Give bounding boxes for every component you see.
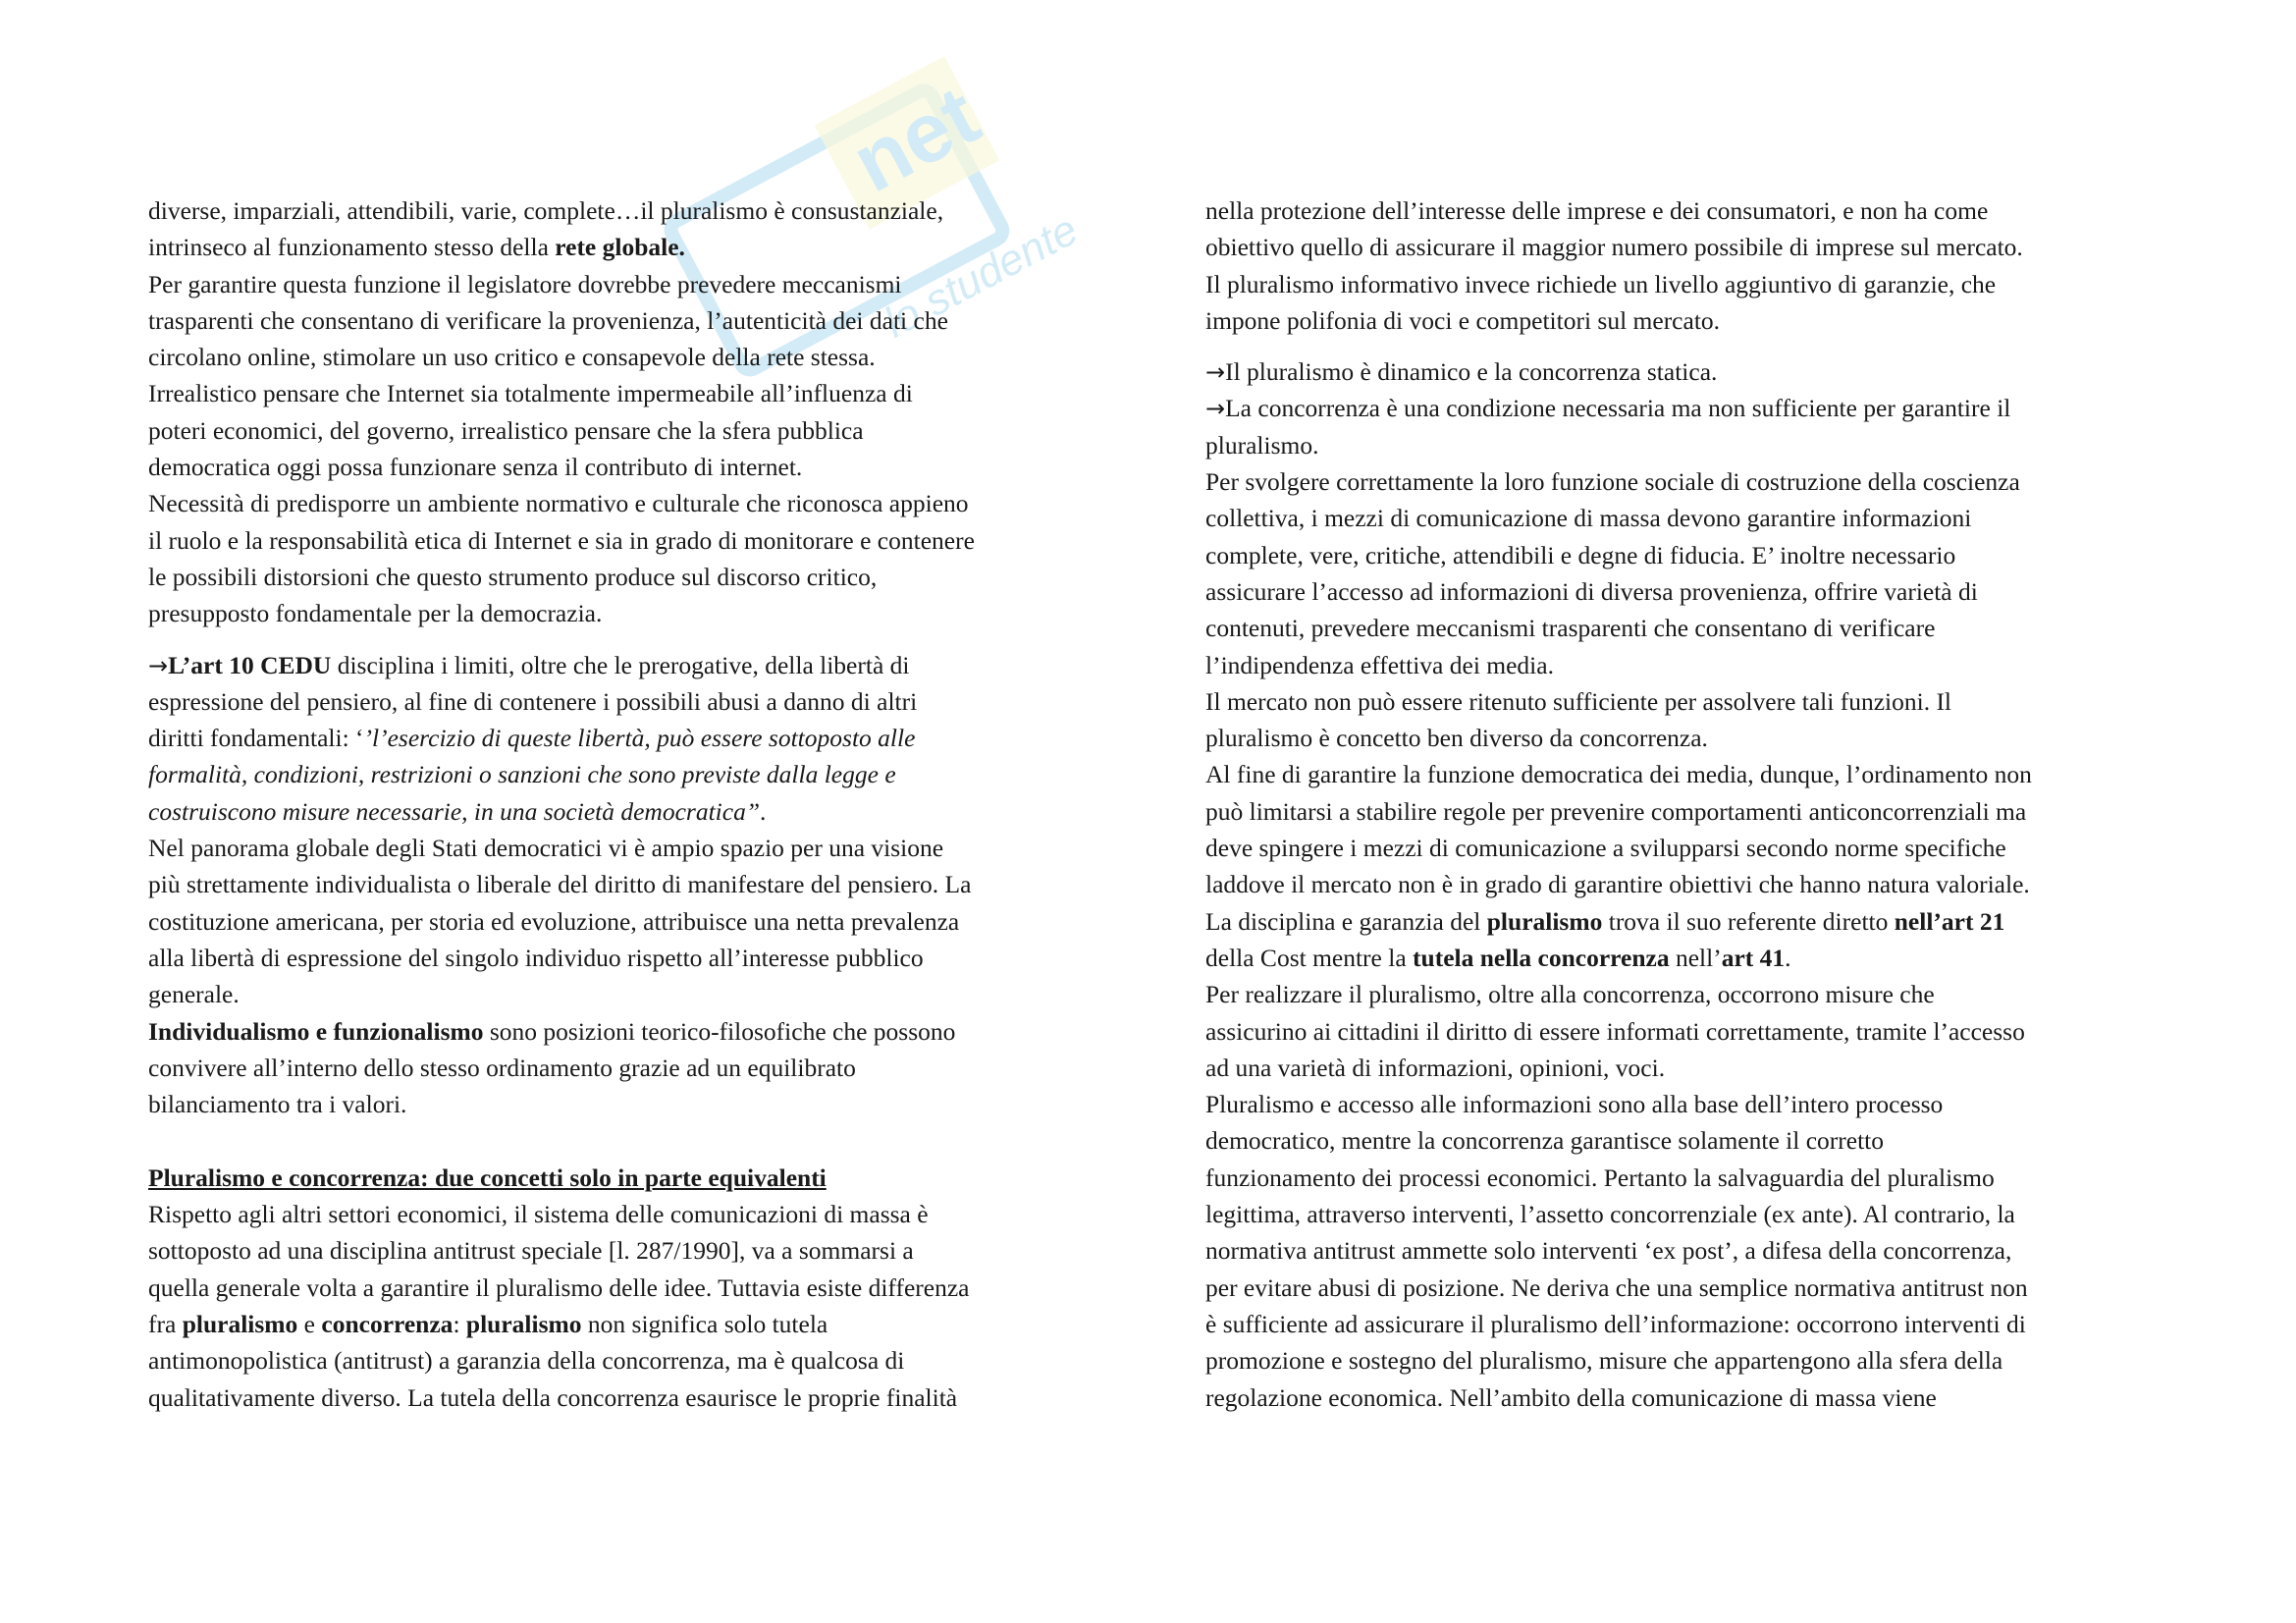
paragraph: diverse, imparziali, attendibili, varie, complete…il pluralismo è consustanziale, intrinseco al funzionamento stesso della rete globale. Per garantire questa funzione il legislatore dovrebbe prevedere meccanismi trasparenti che consentano di verificare la provenienza, l’autenticità dei dati che circolano online, stimolare un uso critico e consapevole della rete stessa. Irrealistico pensare che Internet sia totalmente impermeabile all’influenza di poteri economici, del governo, irrealistico pensare che la sfera pubblica democratica oggi possa funzionare senza il contributo di internet. Necessità di predisporre un ambiente normativo e culturale che riconosca appieno il ruolo e la responsabilità etica di Internet e sia in grado di monitorare e contenere le possibili distorsioni che questo strumento produce sul discorso critico, presupposto fondamentale per la democrazia. [148,196,975,628]
arrow-icon: → [148,651,169,679]
paragraph: →L’art 10 CEDU disciplina i limiti, oltre che le prerogative, della libertà di espressione del pensiero, al fine di contenere i possibili abusi a danno di altri diritti fondamentali: ‘’l’esercizio di queste libertà, può essere sottoposto alle formalità, condizioni, restrizioni o sanzioni che sono previste dalla legge e costruiscono misure necessarie, in una società democratica”. Nel panorama globale degli Stati democratici vi è ampio spazio per una visione più strettamente individualista o liberale del diritto di manifestare del pensiero. La costituzione americana, per storia ed evoluzione, attribuisce una netta prevalenza alla libertà di espressione del singolo individuo rispetto all’interesse pubblico generale. Individualismo e funzionalismo sono posizioni teorico-filosofiche che possono convivere all’interno dello stesso ordinamento grazie ad un equilibrato bilanciamento tra i valori. [148,650,972,1119]
left-column [148,192,1061,1416]
paragraph: →Il pluralismo è dinamico e la concorrenza statica. →La concorrenza è una condizione necessaria ma non sufficiente per garantire il pluralismo. Per svolgere correttamente la loro funzione sociale di costruzione della coscienza collettiva, i mezzi di comunicazione di massa devono garantire informazioni complete, vere, critiche, attendibili e degne di fiducia. E’ inoltre necessario assicurare l’accesso ad informazioni di diversa provenienza, offrire varietà di contenuti, prevedere meccanismi trasparenti che consentano di verificare l’indipendenza effettiva dei media. Il mercato non può essere ritenuto sufficiente per assolvere tali funzioni. Il pluralismo è concetto ben diverso da concorrenza. Al fine di garantire la funzione democratica dei media, dunque, l’ordinamento non può limitarsi a stabilire regole per prevenire comportamenti anticoncorrenziali ma deve spingere i mezzi di comunicazione a svilupparsi secondo norme specifiche laddove il mercato non è in grado di garantire obiettivi che hanno natura valoriale. La disciplina e garanzia del pluralismo trova il suo referente diretto nell’art 21 della Cost mentre la tutela nella concorrenza nell’art 41. Per realizzare il pluralismo, oltre alla concorrenza, occorrono misure che assicurino ai cittadini il diritto di essere informati correttamente, tramite l’accesso ad una varietà di informazioni, opinioni, voci. Pluralismo e accesso alle informazioni sono alla base dell’intero processo democratico, mentre la concorrenza garantisce solamente il corretto funzionamento dei processi economici. Pertanto la salvaguardia del pluralismo legittima, attraverso interventi, l’assetto concorrenziale (ex ante). Al contrario, la normativa antitrust ammette solo interventi ‘ex post’, a difesa della concorrenza, per evitare abusi di posizione. Ne deriva che una semplice normativa antitrust non è sufficiente ad assicurare il pluralismo dell’informazione: occorrono interventi di promozione e sostegno del pluralismo, misure che appartengono alla sfera della regolazione economica. Nell’ambito della comunicazione di massa viene [1205,357,2032,1412]
watermark-subtext: lo studente [876,205,1086,348]
section-heading: Pluralismo e concorrenza: due concetti solo in parte equivalenti [148,1163,827,1192]
arrow-icon: → [1205,395,1226,423]
watermark-text: net [837,68,994,211]
paragraph: Rispetto agli altri settori economici, il sistema delle comunicazioni di massa è sottoposto ad una disciplina antitrust speciale [l. 287/1990], va a sommarsi a quella generale volta a garantire il pluralismo delle idee. Tuttavia esiste differenza fra pluralismo e concorrenza: pluralismo non significa solo tutela antimonopolistica (antitrust) a garanzia della concorrenza, ma è qualcosa di qualitativamente diverso. La tutela della concorrenza esaurisce le proprie finalità [148,1200,970,1412]
arrow-icon: → [1205,358,1226,387]
right-column [1205,192,2118,1416]
paragraph: nella protezione dell’interesse delle imprese e dei consumatori, e non ha come obiettivo quello di assicurare il maggior numero possibile di imprese sul mercato. Il pluralismo informativo invece richiede un livello aggiuntivo di garanzie, che impone polifonia di voci e competitori sul mercato. [1205,196,2023,335]
